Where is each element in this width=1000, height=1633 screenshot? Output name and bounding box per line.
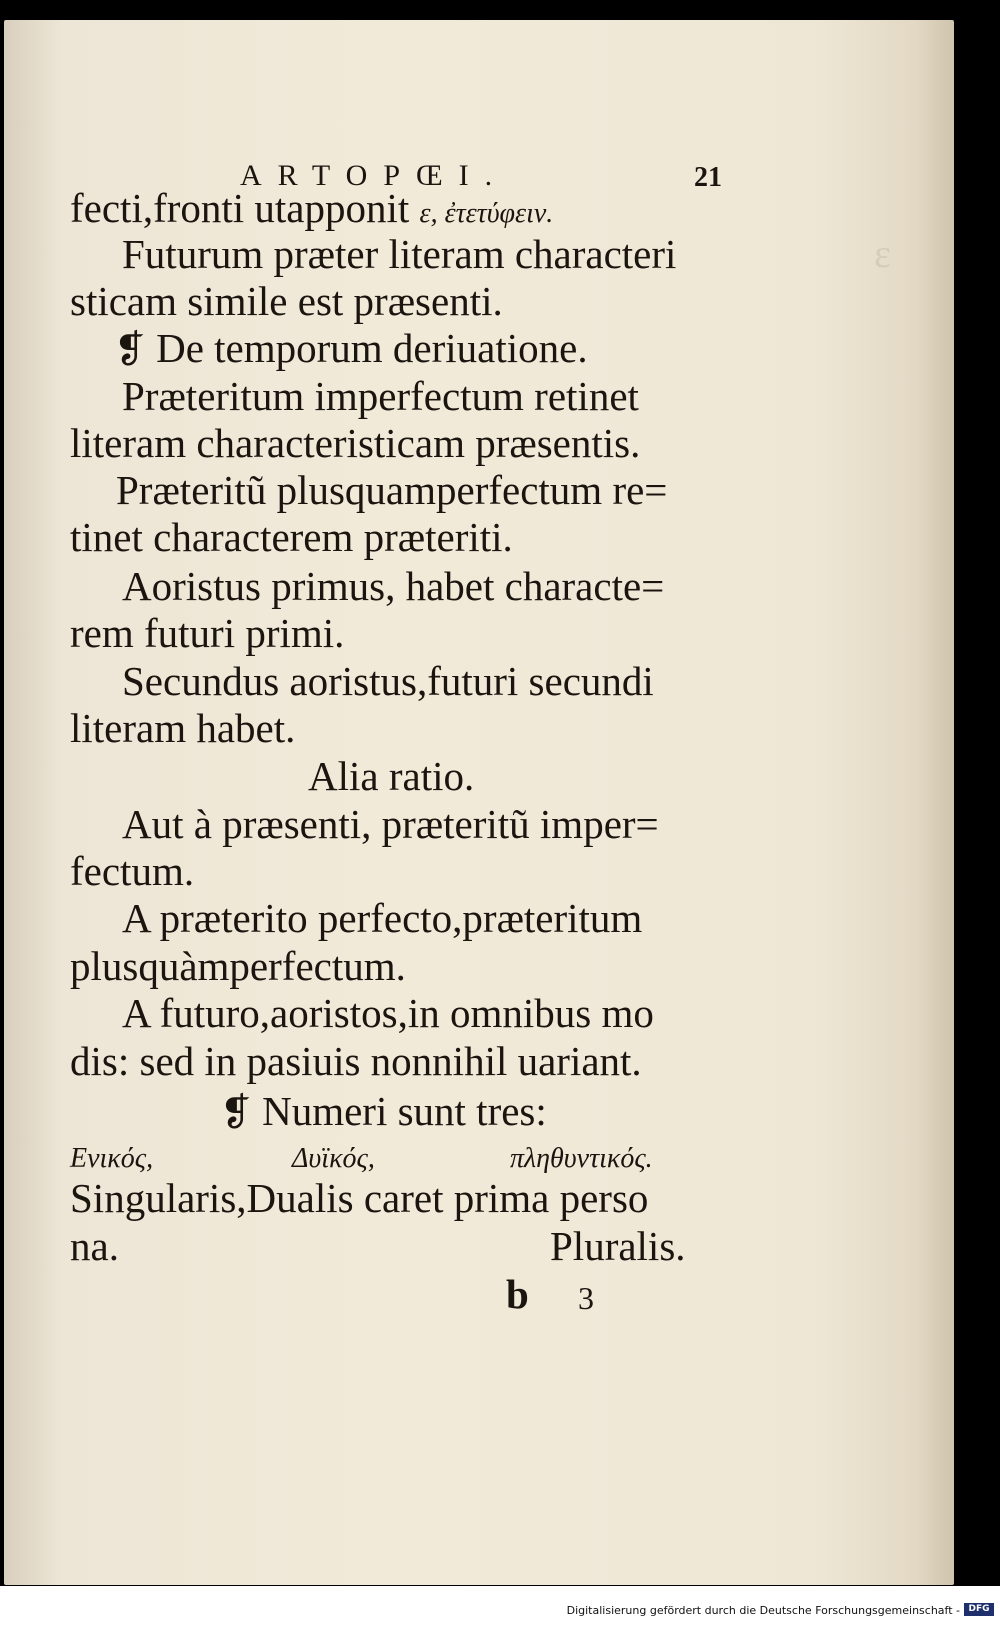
text-line-17: plusquàmperfectum. [70,943,406,989]
pilcrow-icon: ❡ [220,1092,252,1134]
signature-number: 3 [578,1280,594,1316]
text-line-12: literam habet. [70,705,296,751]
text-line-10: rem futuri primi. [70,610,345,656]
text-line-6: literam characteristicam præsentis. [70,420,641,466]
signature-mark: b [506,1271,529,1317]
text-line-8: tinet characterem præteriti. [70,514,513,560]
text-line-19: dis: sed in pasiuis nonnihil uariant. [70,1038,642,1084]
subheading-alia-ratio: Alia ratio. [308,753,475,799]
text-line-16: A præterito perfecto,præteritum [122,895,643,941]
text-line-18: A futuro,aoristos,in omnibus mo [122,990,654,1036]
text-line-pluralis: Pluralis. [550,1223,686,1269]
text-line-9: Aoristus primus, habet characte= [122,563,665,609]
text-line-2: Futurum præter literam characteri [122,231,677,277]
text-line-5: Præteritum imperfectum retinet [122,373,639,419]
greek-singular: Ενικός, [70,1143,154,1174]
folio-number: 21 [694,162,722,193]
text-line-24: Singularis,Dualis caret prima perso [70,1175,649,1221]
text-line-3: sticam simile est præsenti. [70,278,503,324]
book-page [4,20,954,1585]
text-line-11: Secundus aoristus,futuri secundi [122,658,654,704]
text-line-7: Præteritũ plusquamperfectum re= [116,467,668,513]
funding-credit: Digitalisierung gefördert durch die Deutsche Forschungsgemeinschaft - [566,1604,960,1617]
text-line-25: na. [70,1223,119,1269]
running-header: ARTOPŒI. [240,159,509,192]
show-through-text: ε [874,231,891,276]
section-heading-numbers: ❡ Numeri sunt tres: [220,1088,547,1134]
greek-plural: πληθυντικός. [510,1143,653,1174]
text-line-15: fectum. [70,848,195,894]
dfg-logo: DFG [964,1603,994,1616]
pilcrow-icon: ❡ [114,329,146,371]
text-line-1: fecti,fronti utapponit ε, ἐτετύφειν. [70,185,554,231]
digitization-footer [0,1586,1000,1633]
text-line-14: Aut à præsenti, præteritũ imper= [122,801,659,847]
section-heading-derivation: ❡ De temporum deriuatione. [114,325,588,371]
greek-dual: Δυϊκός, [292,1143,375,1174]
